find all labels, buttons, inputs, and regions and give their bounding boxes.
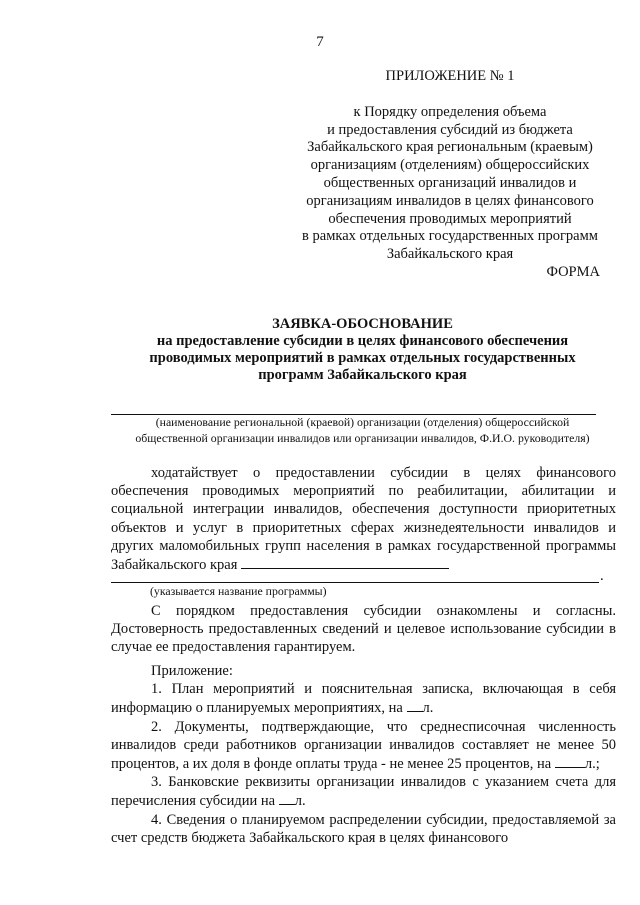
document-title xyxy=(110,316,615,384)
appendix-title: ПРИЛОЖЕНИЕ № 1 xyxy=(385,68,515,84)
form-label: ФОРМА xyxy=(546,264,600,280)
attachments-block xyxy=(111,662,616,847)
attachment-item-text: 4. Сведения о планируемом распределении субсидии, предоставляемой за счет средств бюджета Забайкальского края в целях финансового xyxy=(111,811,616,846)
program-name-blank-2[interactable] xyxy=(111,582,599,583)
appendix-line: организациям (отделениям) общероссийских xyxy=(310,157,590,174)
attachment-item-text: 3. Банковские реквизиты организации инвалидов с указанием счета для перечисления субсидии на xyxy=(111,774,616,810)
attachment-item xyxy=(111,718,616,774)
attachment-item-text: 2. Документы, подтверждающие, что среднесписочная численность инвалидов среди работников организации инвалидов составляет не менее 50 процентов, а их доля в фонде оплаты труда - не менее 25 процентов, на xyxy=(111,718,616,773)
page-count-blank[interactable] xyxy=(407,698,423,712)
appendix-line: в рамках отдельных государственных программ xyxy=(302,228,598,245)
attachment-item-text: 1. План мероприятий и пояснительная записка, включающая в себя информацию о планируемых мероприятиях, на xyxy=(111,681,616,717)
appendix-line: к Порядку определения объема xyxy=(353,103,547,120)
organization-caption-line: общественной организации инвалидов или организации инвалидов, Ф.И.О. руководителя) xyxy=(135,431,590,445)
attachment-item xyxy=(111,773,616,810)
organization-caption xyxy=(100,414,625,446)
appendix-line: общественных организаций инвалидов и xyxy=(323,174,577,191)
petition-text: ходатайствует о предоставлении субсидии в целях финансового обеспечения проводимых мероприятий по реабилитации, абилитации и социальной интеграции инвалидов, обеспечения доступности приоритетных объектов и услуг в приоритетных сферах жизнедеятельности инвалидов и других маломобильных групп населения в рамках государственной программы Забайкальского края xyxy=(111,465,616,574)
page-count-blank[interactable] xyxy=(555,754,585,768)
appendix-line: Забайкальского края региональным (краевым) xyxy=(307,139,593,156)
attachment-item-end: л. xyxy=(294,793,306,810)
title-line: проводимых мероприятий в рамках отдельных государственных xyxy=(149,350,576,366)
attachment-item-end: л. xyxy=(422,700,434,717)
attachment-item xyxy=(111,680,616,717)
title-heading: ЗАЯВКА-ОБОСНОВАНИЕ xyxy=(272,316,453,332)
petition-paragraph xyxy=(111,464,616,574)
program-end-dot: . xyxy=(600,568,604,584)
appendix-line: организациям инвалидов в целях финансового xyxy=(306,192,594,209)
appendix-block xyxy=(300,68,600,264)
attachments-heading: Приложение: xyxy=(151,663,233,679)
attachment-item-end: л.; xyxy=(584,756,600,773)
appendix-line: и предоставления субсидий из бюджета xyxy=(327,121,573,138)
agreement-paragraph: С порядком предоставления субсидии ознакомлены и согласны. Достоверность предоставленных сведений и целевое использование субсидии в случае ее предоставления гарантируем. xyxy=(111,603,616,656)
attachment-item xyxy=(111,811,616,847)
program-caption: (указывается название программы) xyxy=(150,584,327,598)
appendix-line: Забайкальского края xyxy=(386,246,514,263)
title-line: на предоставление субсидии в целях финансового обеспечения xyxy=(156,333,569,349)
organization-caption-line: (наименование региональной (краевой) организации (отделения) общероссийской xyxy=(155,415,570,429)
appendix-line: обеспечения проводимых мероприятий xyxy=(328,210,572,227)
program-name-blank[interactable] xyxy=(241,555,449,569)
title-line: программ Забайкальского края xyxy=(258,367,467,383)
page-number: 7 xyxy=(316,34,324,50)
page-count-blank[interactable] xyxy=(279,791,295,805)
